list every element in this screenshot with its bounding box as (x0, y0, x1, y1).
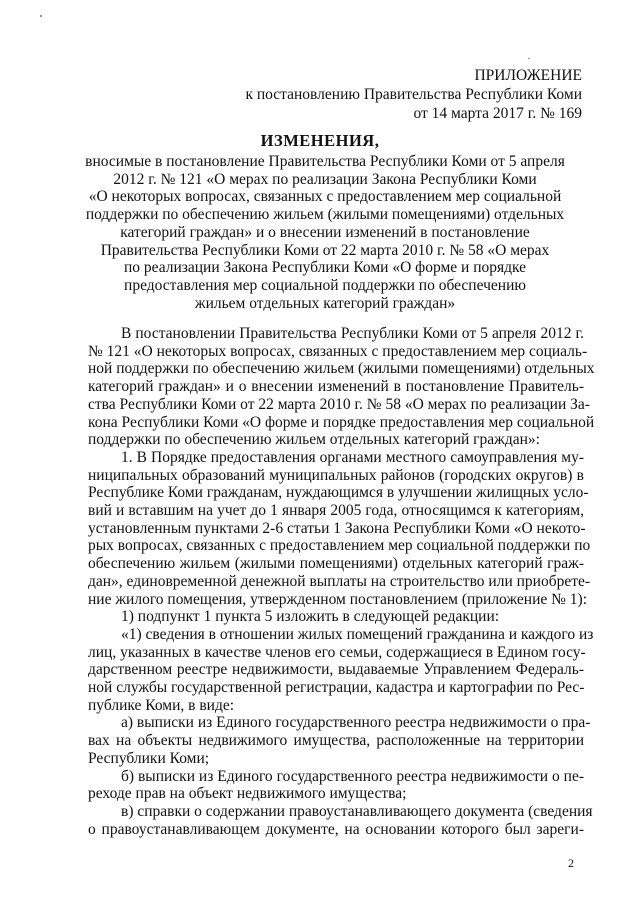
appendix-label: ПРИЛОЖЕНИЕ (474, 67, 582, 84)
body-line: Республике Коми гражданам, нуждающимся в улучшении жилищных усло- (88, 484, 589, 502)
scan-speck (40, 15, 42, 17)
body-line: в) справки о содержании правоустанавливающего документа (сведения (121, 802, 593, 820)
appendix-resolution-ref: к постановлению Правительства Республики Коми (245, 86, 582, 103)
subtitle-line: предоставления мер социальной поддержки по обеспечению (124, 276, 526, 294)
subtitle-line: поддержки по обеспечению жильем (жилыми помещениями) отдельных (85, 206, 565, 224)
body-line: ниципальных образований муниципальных районов (городских округов) в (88, 466, 584, 484)
body-line: «1) сведения в отношении жилых помещений гражданина и каждого из (121, 625, 594, 643)
body-line: публике Коми, в виде: (88, 696, 235, 714)
body-line: лиц, указанных в качестве членов его семьи, содержащиеся в Едином госу- (88, 643, 586, 661)
body-line: вах на объекты недвижимого имущества, расположенные на территории (88, 732, 584, 750)
appendix-header (202, 66, 582, 123)
document-title: ИЗМЕНЕНИЯ, (260, 131, 380, 150)
subtitle-line: 2012 г. № 121 «О мерах по реализации Закона Республики Коми (113, 170, 537, 188)
body-line: обеспечению жильем (жилыми помещениями) отдельных категорий граж- (88, 555, 584, 573)
body-line: ства Республики Коми от 22 марта 2010 г. № 58 «О мерах по реализации За- (88, 395, 590, 413)
document-subtitle (60, 153, 590, 312)
page-number: 2 (568, 856, 574, 870)
body-line: рых вопросах, связанных с предоставлением мер социальной поддержки по (88, 537, 591, 555)
body-line: ной службы государственной регистрации, кадастра и картографии по Рес- (88, 679, 585, 697)
subtitle-line: по реализации Закона Республики Коми «О форме и порядке (123, 259, 527, 277)
body-line: дарственном реестре недвижимости, выдаваемые Управлением Федераль- (88, 661, 584, 679)
body-line: о правоустанавливающем документе, на основании которого был зареги- (88, 820, 584, 838)
body-line: вий и вставшим на учет до 1 января 2005 года, относящимся к категориям, (88, 502, 584, 520)
body-line: б) выписки из Единого государственного реестра недвижимости о пе- (121, 767, 584, 785)
body-line: поддержки по обеспечению жильем отдельных категорий граждан»: (88, 431, 540, 449)
subtitle-line: категорий граждан» и о внесении изменений в постановление (120, 223, 530, 241)
body-line: дан», единовременной денежной выплаты на строительство или приобрете- (88, 572, 591, 590)
subtitle-line: «О некоторых вопросах, связанных с предоставлением мер социальной (88, 188, 562, 206)
body-line: кона Республики Коми «О форме и порядке предоставления мер социальной (88, 413, 595, 431)
body-line: ние жилого помещения, утвержденном постановлением (приложение № 1): (88, 590, 588, 608)
body-line: реходе прав на объект недвижимого имущества; (88, 785, 407, 803)
body-line: В постановлении Правительства Республики Коми от 5 апреля 2012 г. (121, 325, 584, 342)
body-line: 1) подпункт 1 пункта 5 изложить в следующей редакции: (121, 608, 500, 626)
body-line: Республики Коми; (88, 749, 210, 767)
subtitle-line: жильем отдельных категорий граждан» (194, 294, 456, 312)
subtitle-line: Правительства Республики Коми от 22 марта 2010 г. № 58 «О мерах (100, 241, 550, 259)
body-line: 1. В Порядке предоставления органами местного самоуправления му- (121, 448, 584, 466)
body-line: а) выписки из Единого государственного реестра недвижимости о пра- (121, 714, 591, 732)
appendix-date: от 14 марта 2017 г. № 169 (413, 105, 582, 122)
body-line: № 121 «О некоторых вопросах, связанных с предоставлением мер социаль- (88, 342, 588, 360)
subtitle-line: вносимые в постановление Правительства Республики Коми от 5 апреля (85, 153, 565, 170)
body-line: категорий граждан» и о внесении изменений в постановление Правитель- (88, 378, 584, 396)
body-line: ной поддержки по обеспечению жильем (жилыми помещениями) отдельных (88, 360, 595, 378)
scan-speck (528, 58, 530, 59)
document-body (88, 325, 595, 838)
body-line: установленным пунктами 2-6 статьи 1 Закона Республики Коми «О некото- (88, 519, 586, 537)
